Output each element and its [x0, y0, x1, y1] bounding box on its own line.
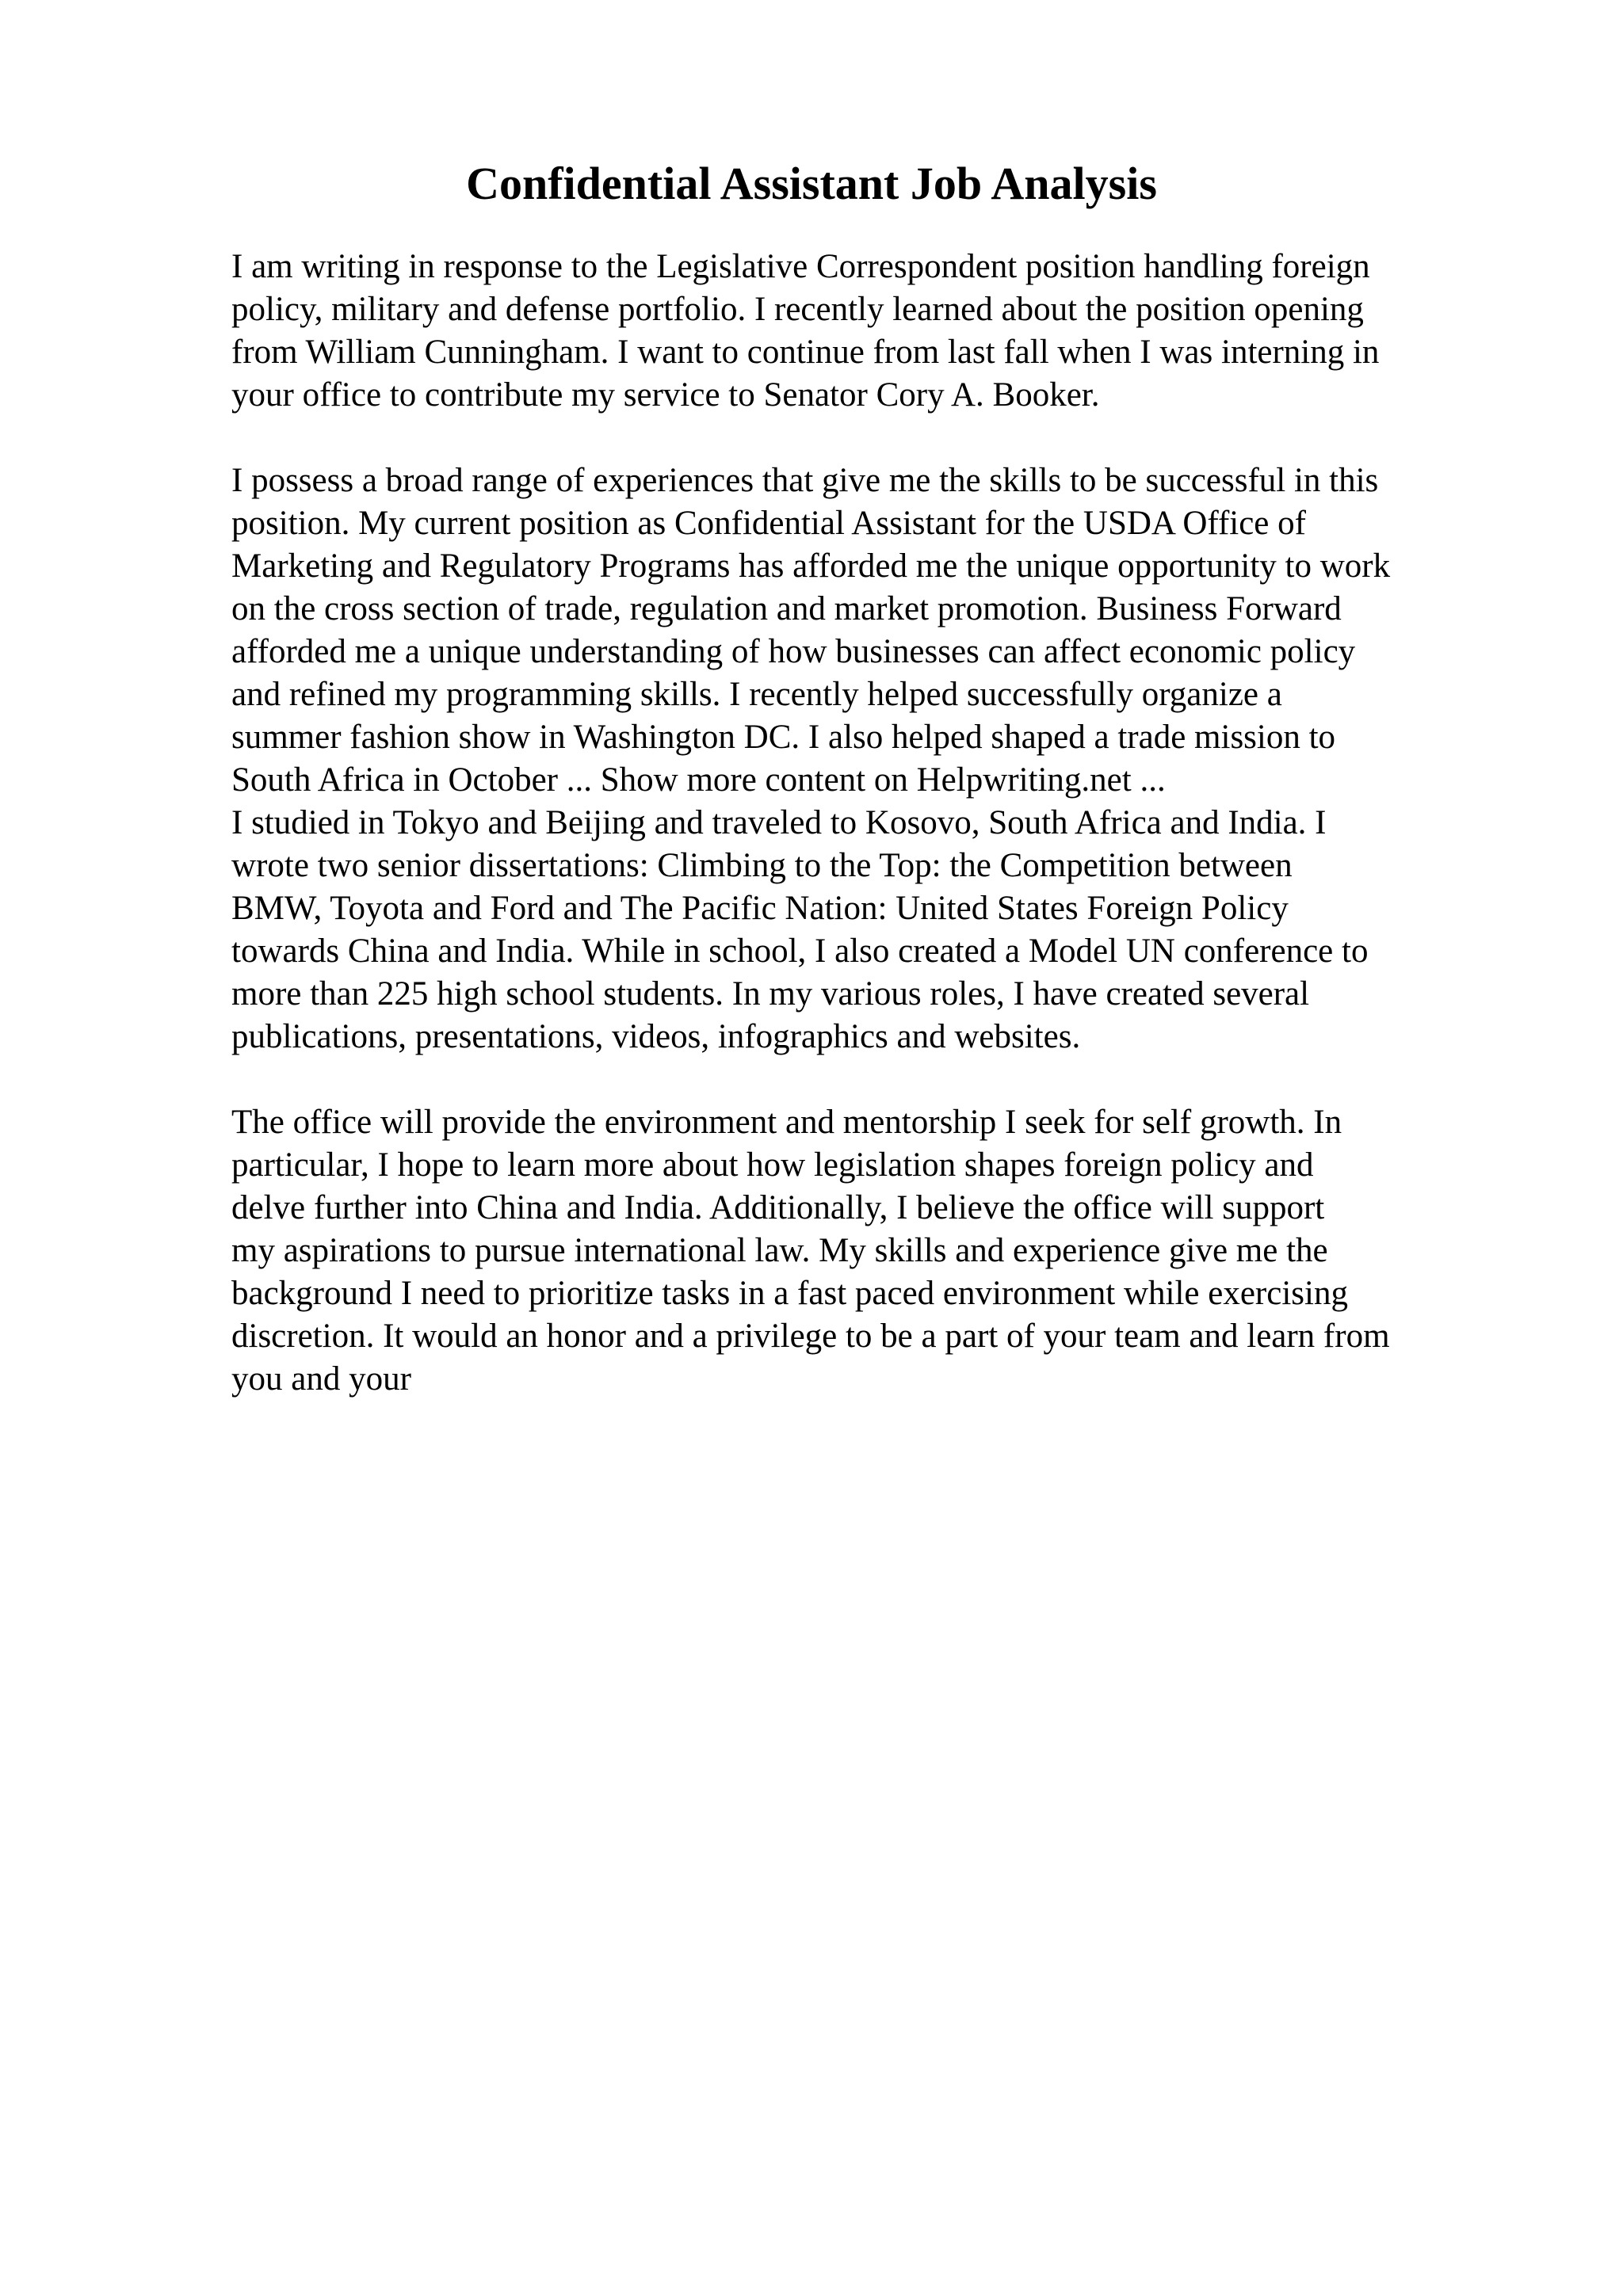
text-line: delve further into China and India. Additionally, I believe the office will support [231, 1189, 1325, 1226]
text-line: I possess a broad range of experiences that give me the skills to be successful in this [231, 462, 1379, 499]
paragraph-gap [231, 1058, 1515, 1101]
text-line: wrote two senior dissertations: Climbing to the Top: the Competition between [231, 847, 1293, 884]
paragraph-gap [231, 417, 1515, 460]
paragraph-2 [231, 460, 1515, 1058]
paragraph-3 [231, 1101, 1515, 1401]
text-line: more than 225 high school students. In my various roles, I have created several [231, 975, 1310, 1013]
text-line: afforded me a unique understanding of how businesses can affect economic policy [231, 633, 1356, 670]
text-line: South Africa in October ... Show more content on Helpwriting.net ... [231, 761, 1166, 799]
text-line: towards China and India. While in school, I also created a Model UN conference to [231, 933, 1369, 970]
text-line: The office will provide the environment and mentorship I seek for self growth. In [231, 1104, 1342, 1141]
page-title: Confidential Assistant Job Analysis [466, 158, 1157, 209]
text-line: discretion. It would an honor and a privilege to be a part of your team and learn from [231, 1318, 1390, 1355]
text-line: publications, presentations, videos, infographics and websites. [231, 1018, 1081, 1055]
text-line: my aspirations to pursue international law. My skills and experience give me the [231, 1232, 1328, 1269]
text-line: you and your [231, 1360, 411, 1398]
text-line: BMW, Toyota and Ford and The Pacific Nation: United States Foreign Policy [231, 890, 1289, 927]
text-line: on the cross section of trade, regulation and market promotion. Business Forward [231, 590, 1342, 627]
text-line: Marketing and Regulatory Programs has afforded me the unique opportunity to work [231, 547, 1391, 585]
document-body [231, 246, 1515, 1401]
text-line: background I need to prioritize tasks in a fast paced environment while exercising [231, 1275, 1348, 1312]
text-line: and refined my programming skills. I recently helped successfully organize a [231, 676, 1282, 713]
text-line: I studied in Tokyo and Beijing and traveled to Kosovo, South Africa and India. I [231, 804, 1327, 841]
text-line: particular, I hope to learn more about how legislation shapes foreign policy and [231, 1146, 1314, 1184]
text-line: position. My current position as Confidential Assistant for the USDA Office of [231, 505, 1306, 542]
paragraph-1 [231, 246, 1515, 417]
text-line: I am writing in response to the Legislative Correspondent position handling foreign [231, 248, 1370, 285]
text-line: policy, military and defense portfolio. I recently learned about the position opening [231, 291, 1364, 328]
text-line: your office to contribute my service to Senator Cory A. Booker. [231, 376, 1100, 414]
text-line: from William Cunningham. I want to continue from last fall when I was interning in [231, 334, 1380, 371]
text-line: summer fashion show in Washington DC. I also helped shaped a trade mission to [231, 719, 1336, 756]
